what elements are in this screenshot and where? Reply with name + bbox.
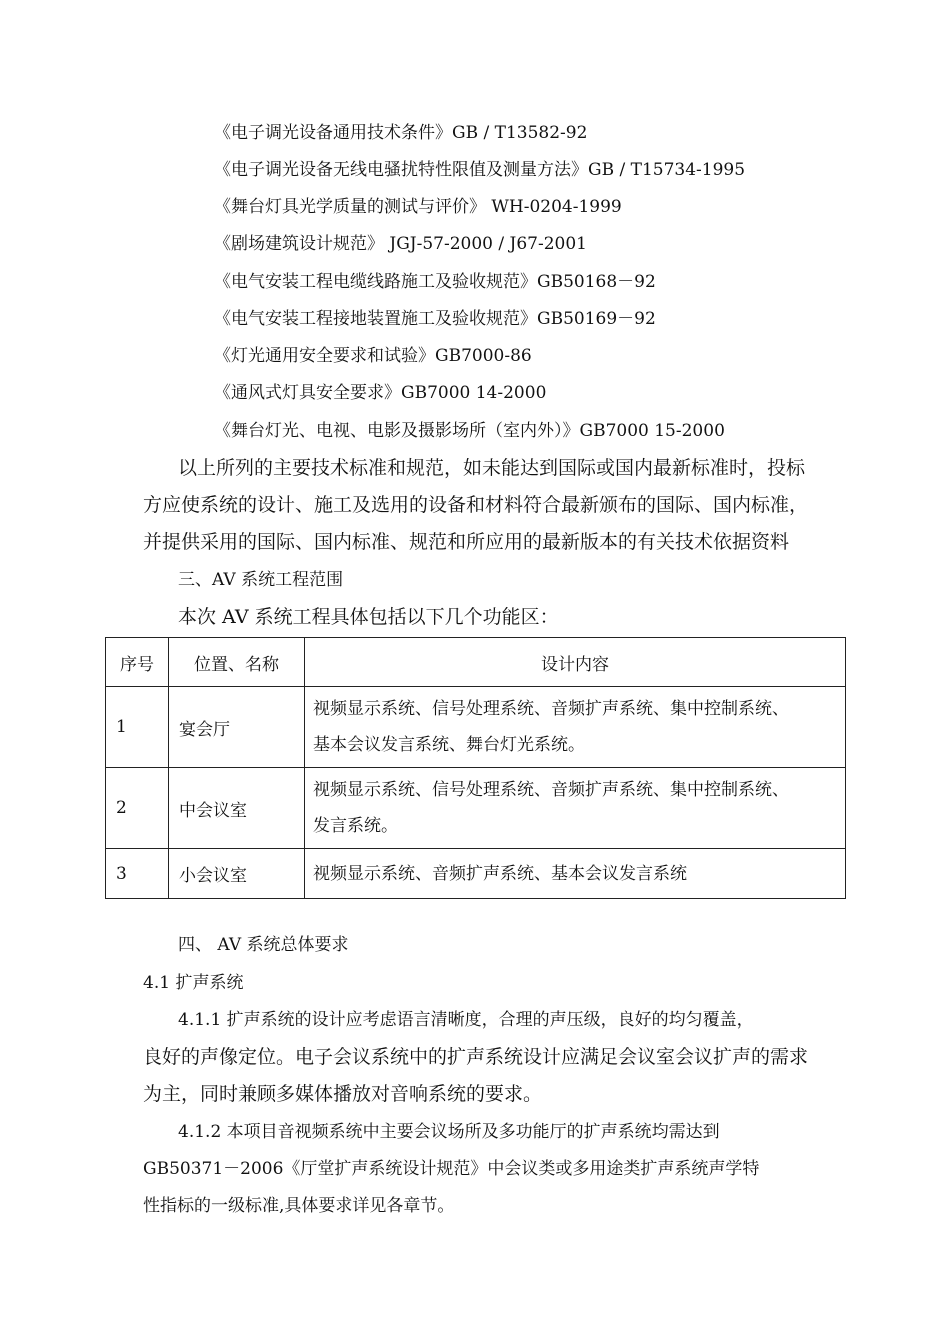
scope-table [105,637,846,899]
reference-item: 《电子调光设备无线电骚扰特性限值及测量方法》GB / T15734-1995 [214,160,746,180]
content-line: 视频显示系统、信号处理系统、音频扩声系统、集中控制系统、 [313,780,789,800]
section-heading: 三、AV 系统工程范围 [178,570,344,590]
reference-item: 《电气安装工程电缆线路施工及验收规范》GB50168－92 [214,272,656,292]
paragraph-line: 良好的声像定位。电子会议系统中的扩声系统设计应满足会议室会议扩声的需求 [143,1046,809,1068]
reference-item: 《电子调光设备通用技术条件》GB / T13582-92 [214,123,588,143]
row-location: 中会议室 [169,768,305,849]
paragraph-line: 性指标的一级标准,具体要求详见各章节。 [143,1196,455,1216]
reference-item: 《通风式灯具安全要求》GB7000 14-2000 [214,383,547,403]
content-line: 基本会议发言系统、舞台灯光系统。 [313,735,585,755]
paragraph-line: 4.1.2 本项目音视频系统中主要会议场所及多功能厅的扩声系统均需达到 [178,1122,720,1142]
section-intro: 本次 AV 系统工程具体包括以下几个功能区： [178,606,559,628]
reference-item: 《灯光通用安全要求和试验》GB7000-86 [214,346,532,366]
content-line: 视频显示系统、信号处理系统、音频扩声系统、集中控制系统、 [313,699,789,719]
header-num: 序号 [106,638,169,687]
reference-item: 《电气安装工程接地装置施工及验收规范》GB50169－92 [214,309,656,329]
row-num: 3 [106,849,169,899]
paragraph-line: 并提供采用的国际、国内标准、规范和所应用的最新版本的有关技术依据资料 [143,531,790,553]
table-row [106,687,846,768]
row-location: 宴会厅 [169,687,305,768]
section-heading: 四、 AV 系统总体要求 [178,935,349,955]
header-content: 设计内容 [305,638,846,687]
reference-item: 《剧场建筑设计规范》 JGJ-57-2000 / J67-2001 [214,234,587,254]
row-location: 小会议室 [169,849,305,899]
row-content [305,687,846,768]
content-line: 视频显示系统、音频扩声系统、基本会议发言系统 [313,863,687,884]
paragraph-line: 方应使系统的设计、施工及选用的设备和材料符合最新颁布的国际、国内标准， [143,494,809,516]
sub-heading: 4.1 扩声系统 [143,973,244,993]
paragraph-line: 4.1.1 扩声系统的设计应考虑语言清晰度，合理的声压级，良好的均匀覆盖， [178,1010,754,1030]
header-location: 位置、名称 [169,638,305,687]
content-line: 发言系统。 [313,816,398,836]
row-content [305,849,846,899]
table-row [106,849,846,899]
row-content [305,768,846,849]
table-header-row [106,638,846,687]
reference-item: 《舞台灯光、电视、电影及摄影场所（室内外）》GB7000 15-2000 [214,421,725,441]
table-row [106,768,846,849]
paragraph-line: GB50371－2006《厅堂扩声系统设计规范》中会议类或多用途类扩声系统声学特 [143,1159,760,1179]
paragraph-line: 为主，同时兼顾多媒体播放对音响系统的要求。 [143,1083,543,1105]
reference-item: 《舞台灯具光学质量的测试与评价》 WH-0204-1999 [214,197,622,217]
row-num: 1 [106,687,169,768]
row-num: 2 [106,768,169,849]
paragraph-line: 以上所列的主要技术标准和规范，如未能达到国际或国内最新标准时，投标 [178,457,806,479]
